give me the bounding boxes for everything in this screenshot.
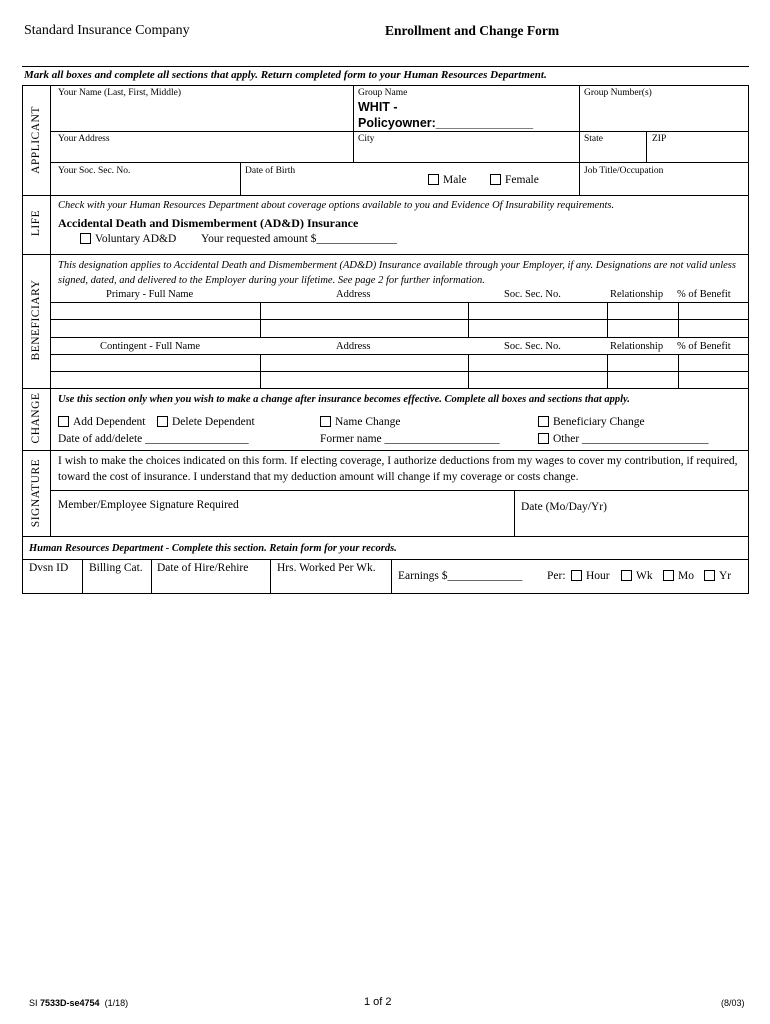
member-signature-label: Member/Employee Signature Required (58, 499, 239, 511)
form-id (29, 998, 128, 1008)
voluntary-add-label: Voluntary AD&D (95, 233, 177, 245)
other-checkbox[interactable] (538, 433, 549, 444)
wk-checkbox[interactable] (621, 570, 632, 581)
delete-dependent-label: Delete Dependent (172, 416, 255, 428)
policyowner-field[interactable]: Policyowner:______________ (358, 116, 534, 130)
primary-col-address: Address (336, 289, 371, 300)
change-note: Use this section only when you wish to make a change after insurance becomes effective. Complete all boxes and sections that apply. (58, 394, 630, 405)
contingent-col-name: Contingent - Full Name (100, 341, 201, 352)
mo-checkbox[interactable] (663, 570, 674, 581)
ssn-field[interactable] (51, 163, 239, 195)
header-rule (22, 66, 749, 67)
male-checkbox[interactable] (428, 174, 439, 185)
hour-label: Hour (586, 570, 610, 582)
date-add-delete-field[interactable]: Date of add/delete __________________ (58, 433, 249, 445)
instructions: Mark all boxes and complete all sections that apply. Return completed form to your Human Resources Department. (24, 69, 547, 81)
male-label: Male (443, 174, 467, 186)
earnings-field[interactable]: Earnings $_____________ (398, 570, 523, 582)
address-field[interactable] (51, 132, 352, 161)
member-signature-field[interactable] (51, 491, 513, 536)
contingent-row-2[interactable] (51, 372, 748, 388)
wk-label: Wk (636, 570, 653, 582)
group-name-value: WHIT - (358, 100, 398, 114)
dob-label: Date of Birth (245, 166, 296, 176)
yr-checkbox[interactable] (704, 570, 715, 581)
primary-row-1[interactable] (51, 303, 748, 318)
yr-label: Yr (719, 570, 732, 582)
beneficiary-change-option[interactable] (538, 416, 645, 428)
life-note: Check with your Human Resources Department about coverage options available to you and Evidence Of Insurability requirements. (58, 200, 615, 211)
per-week-option[interactable] (621, 570, 653, 582)
page-number: 1 of 2 (364, 996, 392, 1008)
group-number-field[interactable] (580, 86, 748, 130)
dob-field[interactable] (241, 163, 391, 195)
delete-dependent-option[interactable] (157, 416, 255, 428)
name-field[interactable] (51, 86, 352, 130)
billing-cat-label: Billing Cat. (89, 562, 143, 574)
other-option[interactable] (538, 433, 709, 445)
primary-col-name: Primary - Full Name (106, 289, 194, 300)
name-change-option[interactable] (320, 416, 400, 428)
group-number-label: Group Number(s) (584, 88, 652, 98)
contingent-row-1[interactable] (51, 355, 748, 370)
primary-col-percent: % of Benefit (677, 289, 731, 300)
voluntary-add-checkbox[interactable] (80, 233, 91, 244)
other-field[interactable]: Other ______________________ (553, 433, 709, 445)
primary-row-2[interactable] (51, 320, 748, 336)
delete-dependent-checkbox[interactable] (157, 416, 168, 427)
city-label: City (358, 134, 375, 144)
life-section-label: LIFE (30, 209, 42, 237)
contingent-col-ssn: Soc. Sec. No. (504, 341, 561, 352)
form-title: Enrollment and Change Form (385, 23, 560, 38)
hours-per-week-field[interactable] (271, 560, 390, 593)
form-id-code: 7533D-se4754 (40, 998, 100, 1008)
add-dependent-label: Add Dependent (73, 416, 146, 428)
former-name-field[interactable]: Former name ____________________ (320, 433, 500, 445)
beneficiary-note: This designation applies to Accidental Death and Dismemberment (AD&D) Insurance available through your Employer, if any. Designations are not valid unless signed, dated, and delivered to the Employer during your lifetime. See page 2 for further information. (58, 260, 736, 286)
company-name: Standard Insurance Company (24, 23, 190, 38)
job-title-field[interactable] (580, 163, 748, 195)
form-date: (8/03) (721, 998, 745, 1008)
hire-date-field[interactable] (152, 560, 269, 593)
mo-label: Mo (678, 570, 694, 582)
ssn-label: Your Soc. Sec. No. (58, 166, 131, 176)
per-month-option[interactable] (663, 570, 694, 582)
primary-col-relationship: Relationship (610, 289, 664, 300)
applicant-section-label: APPLICANT (30, 106, 42, 174)
change-section-label: CHANGE (30, 392, 42, 444)
per-hour-option[interactable] (571, 570, 610, 582)
add-dependent-option[interactable] (58, 416, 146, 428)
group-name-label: Group Name (358, 88, 408, 98)
state-label: State (584, 134, 603, 144)
signature-date-label: Date (Mo/Day/Yr) (521, 501, 607, 513)
female-label: Female (505, 174, 539, 186)
hire-date-label: Date of Hire/Rehire (157, 562, 249, 574)
zip-field[interactable] (647, 132, 748, 161)
per-year-option[interactable] (704, 570, 731, 582)
female-checkbox[interactable] (490, 174, 501, 185)
billing-cat-field[interactable] (83, 560, 150, 593)
contingent-col-percent: % of Benefit (677, 341, 731, 352)
job-title-label: Job Title/Occupation (584, 166, 664, 176)
zip-label: ZIP (652, 134, 667, 144)
dvsn-id-field[interactable] (23, 560, 81, 593)
address-label: Your Address (58, 134, 110, 144)
per-label: Per: (547, 570, 566, 582)
city-field[interactable] (354, 132, 578, 161)
beneficiary-section-label: BENEFICIARY (30, 279, 42, 361)
contingent-col-relationship: Relationship (610, 341, 664, 352)
add-dependent-checkbox[interactable] (58, 416, 69, 427)
name-change-label: Name Change (335, 416, 401, 428)
signature-date-field[interactable] (515, 491, 748, 536)
beneficiary-change-checkbox[interactable] (538, 416, 549, 427)
state-field[interactable] (580, 132, 645, 161)
hours-per-week-label: Hrs. Worked Per Wk. (277, 562, 376, 574)
name-change-checkbox[interactable] (320, 416, 331, 427)
hour-checkbox[interactable] (571, 570, 582, 581)
add-d-heading: Accidental Death and Dismemberment (AD&D) Insurance (58, 216, 359, 230)
contingent-col-address: Address (336, 341, 371, 352)
requested-amount-field[interactable]: Your requested amount $______________ (201, 233, 397, 245)
primary-col-ssn: Soc. Sec. No. (504, 289, 561, 300)
dvsn-id-label: Dvsn ID (29, 562, 69, 574)
form-id-suffix: (1/18) (99, 998, 129, 1008)
gender-male-option[interactable] (428, 174, 467, 186)
authorization-statement: I wish to make the choices indicated on this form. If electing coverage, I authorize deductions from my wages to cover my contribution, if required, toward the cost of insurance. I understand that my deduction amount will change if my coverage or costs change. (58, 455, 738, 483)
signature-section-label: SIGNATURE (30, 458, 42, 528)
name-field-label: Your Name (Last, First, Middle) (58, 88, 182, 98)
beneficiary-change-label: Beneficiary Change (553, 416, 645, 428)
hr-heading: Human Resources Department - Complete this section. Retain form for your records. (29, 543, 397, 554)
voluntary-add-option[interactable] (80, 233, 176, 245)
form-id-prefix: SI (29, 998, 41, 1008)
gender-female-option[interactable] (490, 174, 539, 186)
